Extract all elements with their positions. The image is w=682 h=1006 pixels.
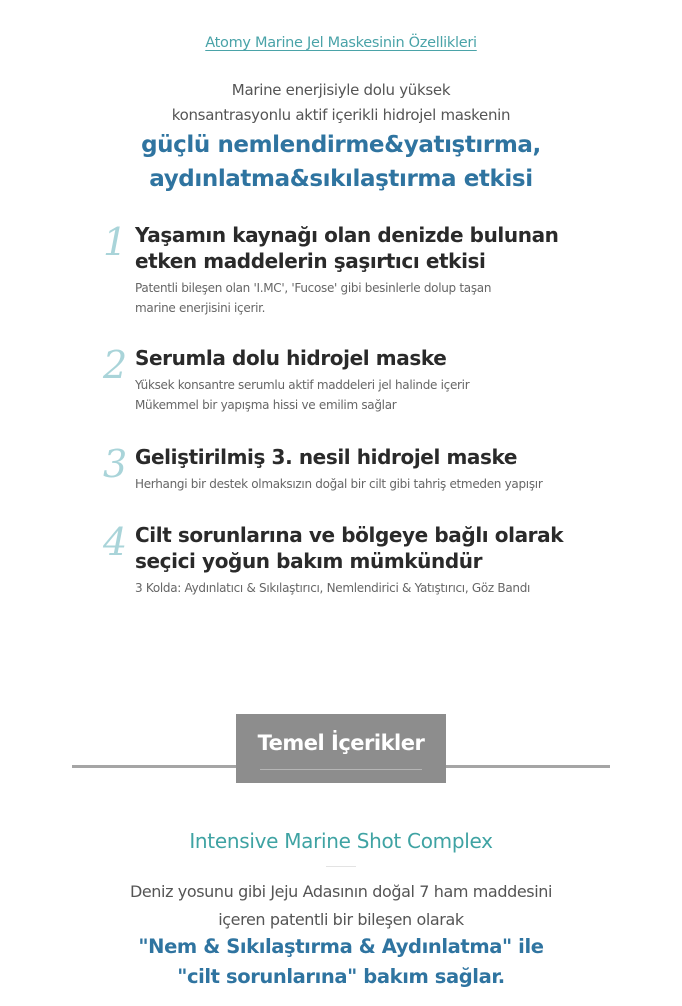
- intro-text: [0, 78, 682, 128]
- feature-title: [135, 444, 623, 470]
- ingredient-title: Intensive Marine Shot Complex: [189, 829, 493, 853]
- feature-desc-line: Herhangi bir destek olmaksızın doğal bir cilt gibi tahriş etmeden yapışır: [135, 477, 543, 491]
- feature-item-4: [103, 522, 623, 598]
- feature-title-line: Yaşamın kaynağı olan denizde bulunan: [135, 223, 559, 247]
- intro-line: Marine enerjisiyle dolu yüksek: [231, 81, 451, 99]
- ingredient-emph-line: "cilt sorunlarına" bakım sağlar.: [177, 965, 505, 988]
- feature-title-line: Geliştirilmiş 3. nesil hidrojel maske: [135, 445, 518, 469]
- feature-desc-line: Patentli bileşen olan 'I.MC', 'Fucose' gibi besinlerle dolup taşan: [135, 281, 492, 295]
- feature-desc-line: marine enerjisini içerir.: [135, 301, 266, 315]
- feature-title: [135, 345, 623, 371]
- feature-title: [135, 522, 623, 574]
- feature-desc-line: Mükemmel bir yapışma hissi ve emilim sağlar: [135, 398, 397, 412]
- feature-description: [135, 578, 623, 598]
- intro-line: konsantrasyonlu aktif içerikli hidrojel maskenin: [171, 106, 511, 124]
- feature-title-line: Cilt sorunlarına ve bölgeye bağlı olarak: [135, 523, 564, 547]
- headline: [0, 128, 682, 196]
- feature-description: [135, 278, 623, 318]
- feature-description: [135, 474, 623, 494]
- feature-desc-line: 3 Kolda: Aydınlatıcı & Sıkılaştırıcı, Nemlendirici & Yatıştırıcı, Göz Bandı: [135, 581, 531, 595]
- ingredient-desc-line: içeren patentli bir bileşen olarak: [218, 910, 464, 929]
- feature-description: [135, 375, 623, 415]
- feature-title-line: etken maddelerin şaşırtıcı etkisi: [135, 249, 486, 273]
- ingredient-separator: [326, 866, 356, 867]
- section-header-box: [236, 714, 446, 783]
- feature-title: [135, 222, 623, 274]
- feature-title-line: Serumla dolu hidrojel maske: [135, 346, 447, 370]
- ingredient-emphasis: [0, 932, 682, 992]
- headline-line: güçlü nemlendirme&yatıştırma,: [141, 132, 541, 158]
- feature-number: 2: [103, 343, 128, 387]
- section-title: Temel İçerikler: [257, 731, 425, 755]
- ingredient-description: [0, 878, 682, 934]
- feature-number: 3: [103, 442, 128, 486]
- ingredient-desc-line: Deniz yosunu gibi Jeju Adasının doğal 7 ham maddesini: [129, 882, 553, 901]
- headline-line: aydınlatma&sıkılaştırma etkisi: [149, 166, 533, 192]
- feature-item-3: [103, 444, 623, 494]
- feature-number: 1: [103, 220, 128, 264]
- feature-title-line: seçici yoğun bakım mümkündür: [135, 549, 483, 573]
- feature-item-1: [103, 222, 623, 318]
- features-title-link[interactable]: Atomy Marine Jel Maskesinin Özellikleri: [205, 35, 477, 51]
- ingredient-emph-line: "Nem & Sıkılaştırma & Aydınlatma" ile: [138, 935, 544, 958]
- section-title-underline: [260, 769, 422, 770]
- feature-item-2: [103, 345, 623, 415]
- feature-desc-line: Yüksek konsantre serumlu aktif maddeleri jel halinde içerir: [135, 378, 470, 392]
- feature-number: 4: [103, 520, 128, 564]
